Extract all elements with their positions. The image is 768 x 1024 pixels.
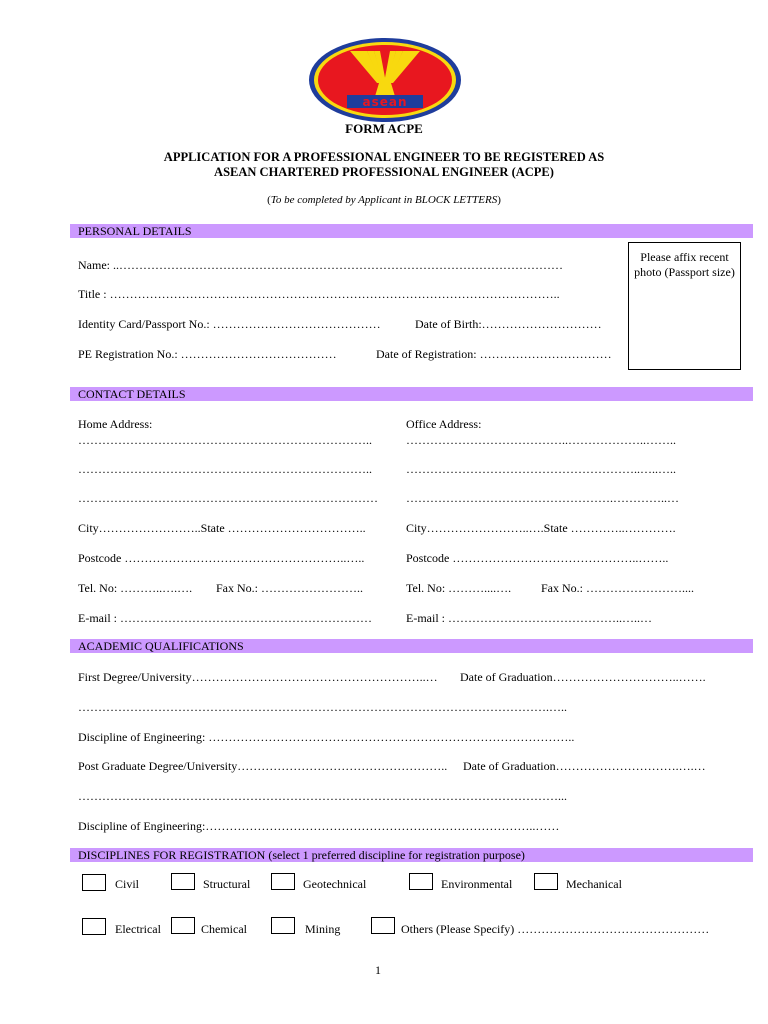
id-label: Identity Card/Passport No.: [78,317,210,331]
office-city-state-field[interactable]: City……………………..….State …………..…………. [406,521,676,535]
fax-label: Fax No.: [216,581,258,595]
discipline-label: Discipline of Engineering: [78,730,206,744]
post-grad-continuation[interactable]: …………………………………………………………………………………………………………... [78,789,567,803]
post-grad-graduation-date-field[interactable]: Date of Graduation………………………….….… [463,759,706,773]
office-postcode-field[interactable]: Postcode ………………………………………..…….. [406,551,669,565]
postcode-label: Postcode [78,551,122,565]
logo-text: asean [362,95,408,109]
email-label: E-mail : [406,611,445,625]
first-graduation-date-field[interactable]: Date of Graduation…………………………..……. [460,670,706,684]
post-grad-label: Post Graduate Degree/University [78,759,238,773]
office-address-line[interactable]: …………………………………..………………..…….. [406,433,676,447]
label-geotechnical: Geotechnical [303,877,367,891]
asean-logo [307,37,463,123]
checkbox-environmental[interactable] [409,873,433,890]
date-reg-label: Date of Registration: [376,347,477,361]
home-tel-field[interactable]: Tel. No: ………..….…. [78,581,193,595]
tel-label: Tel. No: [406,581,446,595]
city-label: City [406,521,427,535]
city-label: City [78,521,99,535]
checkbox-mechanical[interactable] [534,873,558,890]
office-fax-field[interactable]: Fax No.: …………………….... [541,581,694,595]
label-mechanical: Mechanical [566,877,622,891]
title-field[interactable]: Title : ………………………………………………………………………………………………….. [78,287,560,301]
form-title: FORM ACPE [345,121,423,136]
office-tel-field[interactable]: Tel. No: ………....…. [406,581,512,595]
pe-registration-field[interactable]: PE Registration No.: ………………………………… [78,347,337,361]
home-fax-field[interactable]: Fax No.: …………………….. [216,581,363,595]
label-mining: Mining [305,922,341,936]
checkbox-mining[interactable] [271,917,295,934]
date-grad-label: Date of Graduation [463,759,556,773]
instruction-italic: To be completed by Applicant in BLOCK LETTERS [270,194,498,206]
checkbox-chemical[interactable] [171,917,195,934]
tel-label: Tel. No: [78,581,118,595]
application-title [0,150,768,180]
label-structural: Structural [203,877,251,891]
office-address-line[interactable]: …………………………………………….…………..… [406,491,679,505]
home-address-label: Home Address: [78,417,153,431]
first-degree-field[interactable]: First Degree/University…………………………………………………..… [78,670,438,684]
section-disciplines-registration: DISCIPLINES FOR REGISTRATION (select 1 preferred discipline for registration purpose) [70,848,753,862]
id-passport-field[interactable]: Identity Card/Passport No.: …………………………………… [78,317,381,331]
checkbox-structural[interactable] [171,873,195,890]
label-environmental: Environmental [441,877,513,891]
label-civil: Civil [115,877,140,891]
dob-field[interactable]: Date of Birth:………………………… [415,317,602,331]
first-degree-continuation[interactable]: ……………………………………………………………………………………………………….….. [78,700,567,714]
home-address-line[interactable]: ……………………………………………………………….. [78,433,372,447]
office-address-label: Office Address: [406,417,482,431]
state-label: State [200,521,225,535]
first-degree-label: First Degree/University [78,670,192,684]
section-contact-details: CONTACT DETAILS [70,387,753,401]
page-number: 1 [375,963,381,977]
pe-reg-label: PE Registration No.: [78,347,178,361]
state-label: State [543,521,568,535]
fax-label: Fax No.: [541,581,583,595]
section-personal-details: PERSONAL DETAILS [70,224,753,238]
discipline-field-2[interactable]: Discipline of Engineering:………………………………………………………………………..…… [78,819,560,833]
checkbox-geotechnical[interactable] [271,873,295,890]
instruction-text: (To be completed by Applicant in BLOCK LETTERS) [267,194,501,206]
dob-label: Date of Birth: [415,317,482,331]
home-email-field[interactable]: E-mail : ……………………………………………………… [78,611,372,625]
checkbox-others[interactable] [371,917,395,934]
post-grad-degree-field[interactable]: Post Graduate Degree/University…………………………………………….. [78,759,448,773]
name-label: Name: [78,258,110,272]
section-academic-qualifications: ACADEMIC QUALIFICATIONS [70,639,753,653]
home-address-line[interactable]: ……………………………………………………………….. [78,462,372,476]
home-address-line[interactable]: ………………………………………………………………… [78,491,378,505]
label-chemical: Chemical [201,922,247,936]
postcode-label: Postcode [406,551,450,565]
title-label: Title : [78,287,107,301]
office-address-line[interactable]: …………………………………………………..…..….. [406,462,676,476]
photo-box: Please affix recent photo (Passport size) [628,242,741,370]
application-title-line1: APPLICATION FOR A PROFESSIONAL ENGINEER TO BE REGISTERED AS [163,150,605,164]
home-postcode-field[interactable]: Postcode ………………………………………………..….. [78,551,365,565]
discipline-field[interactable]: Discipline of Engineering: ……………………………………………………………………………….. [78,730,575,744]
office-email-field[interactable]: E-mail : ……………………………………..…..… [406,611,652,625]
label-electrical: Electrical [115,922,161,936]
email-label: E-mail : [78,611,117,625]
home-city-state-field[interactable]: City……………………..State …………………………….. [78,521,366,535]
date-grad-label: Date of Graduation [460,670,553,684]
checkbox-electrical[interactable] [82,918,106,935]
name-field[interactable]: Name: ..………………………………………………………………………………………………… [78,258,563,272]
discipline-label: Discipline of Engineering: [78,819,206,833]
registration-date-field[interactable]: Date of Registration: …………………………… [376,347,612,361]
checkbox-civil[interactable] [82,874,106,891]
label-others: Others (Please Specify) [401,922,515,936]
others-specify-field[interactable]: Others (Please Specify) ………………………………………… [401,922,710,936]
application-title-line2: ASEAN CHARTERED PROFESSIONAL ENGINEER (ACPE) [214,165,554,179]
